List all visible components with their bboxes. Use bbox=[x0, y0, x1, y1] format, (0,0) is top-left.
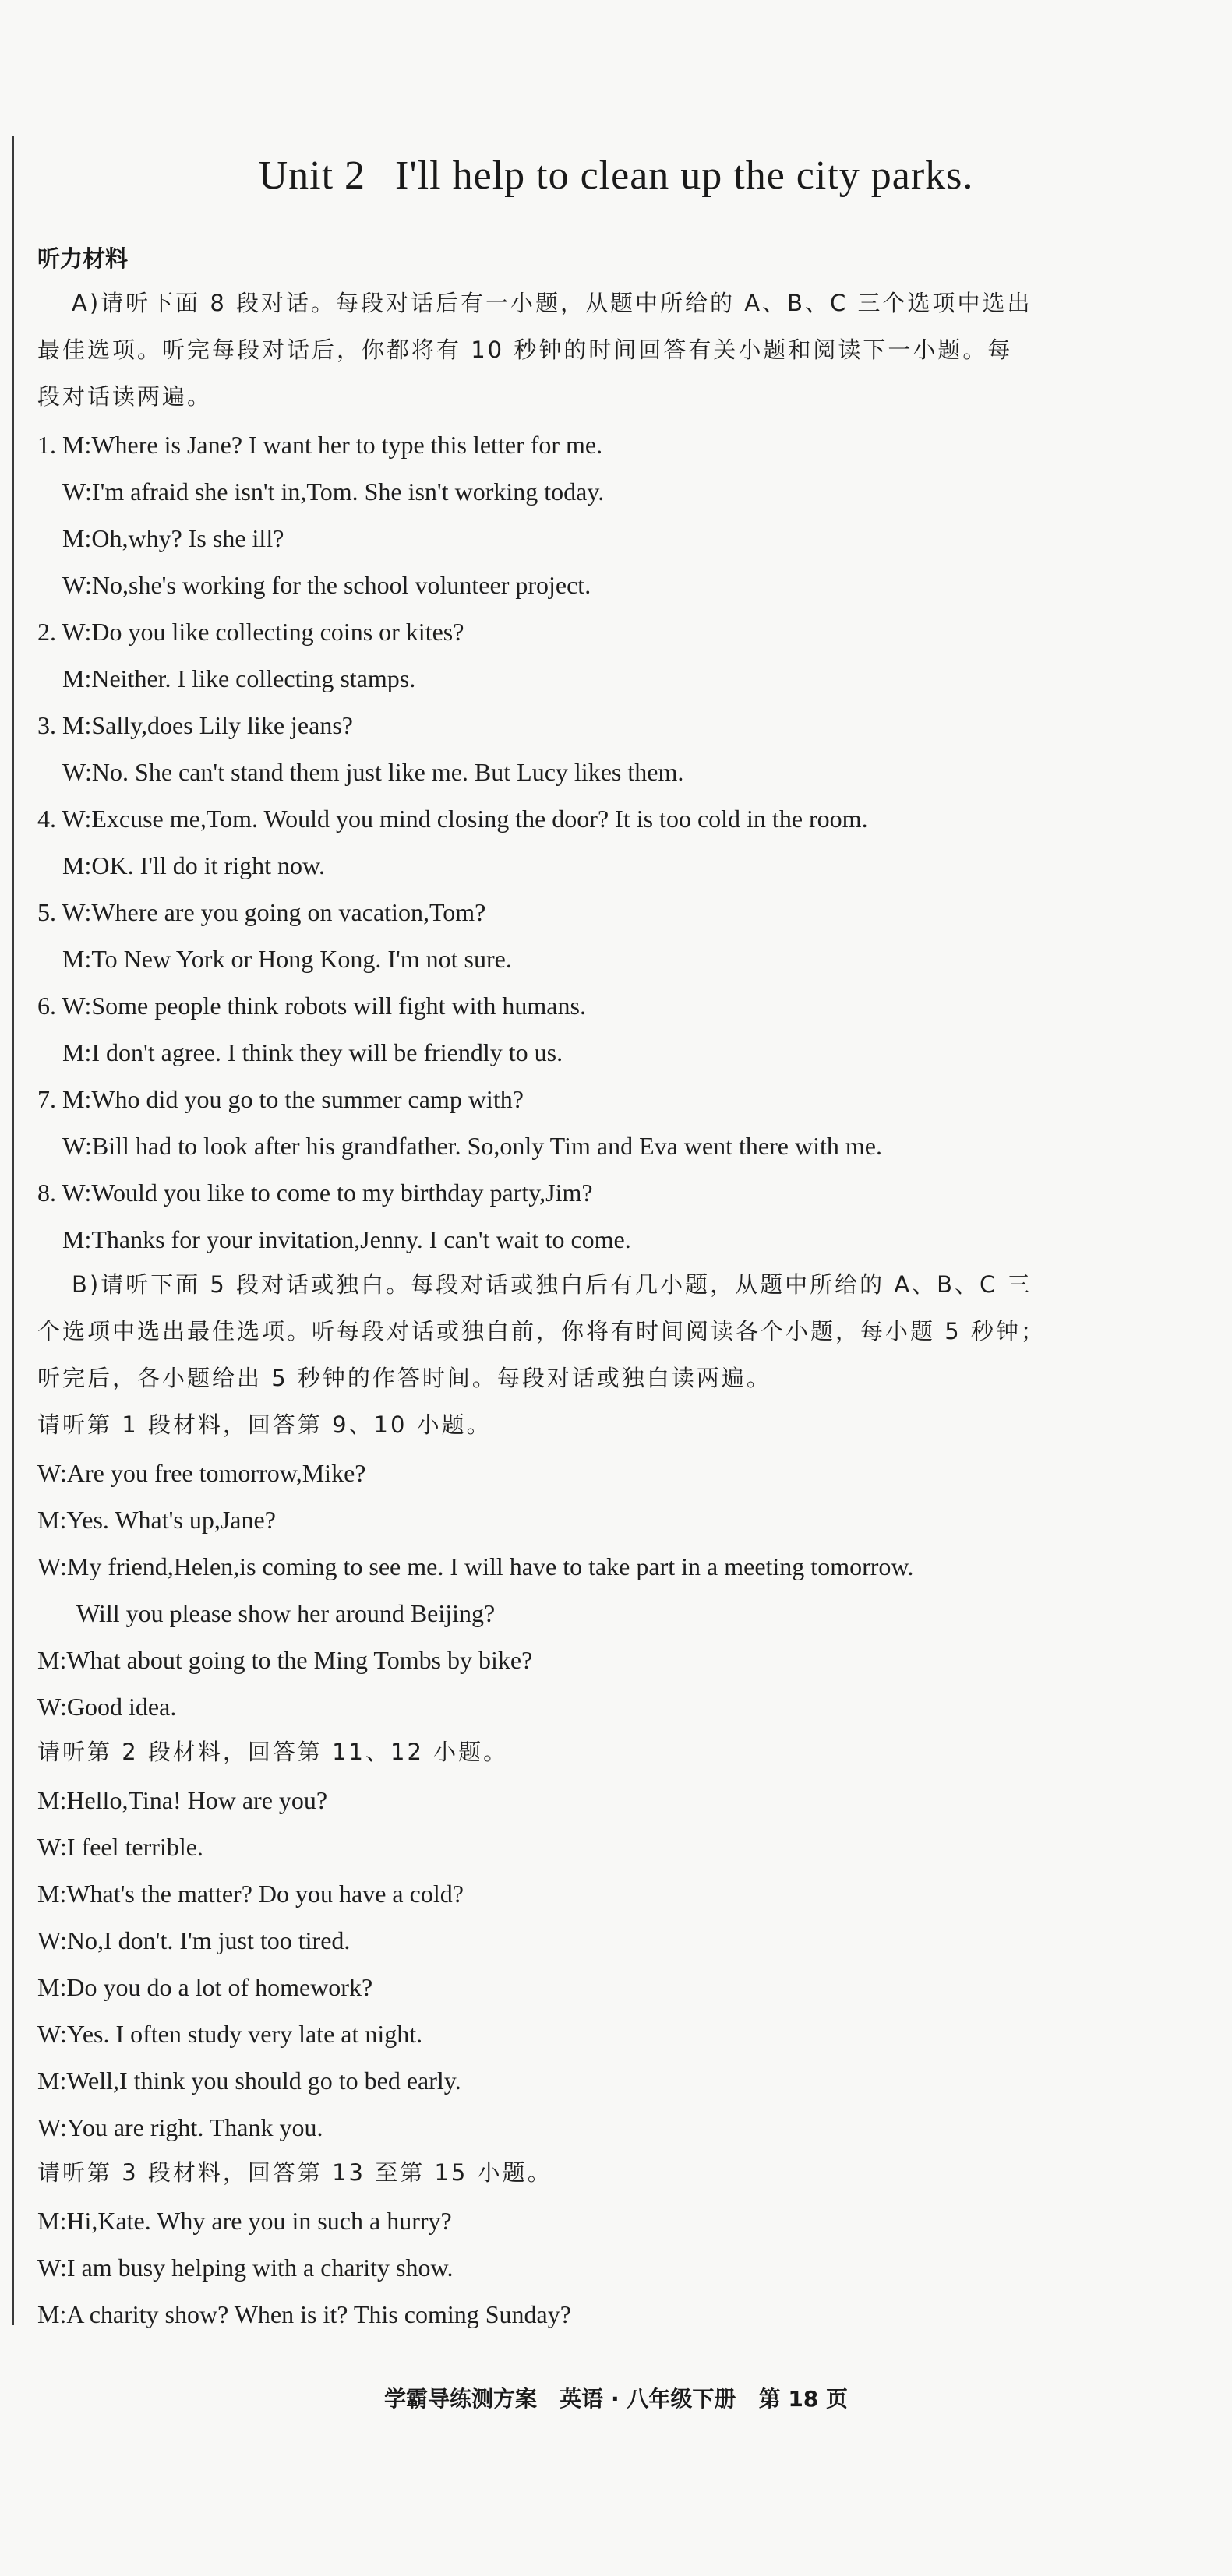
dialogue-line: W:I feel terrible. bbox=[37, 1833, 203, 1861]
dialogue-line: W:You are right. Thank you. bbox=[37, 2113, 323, 2141]
dialogue-line: M:Oh,why? Is she ill? bbox=[62, 524, 284, 552]
dialogue-line: M:Thanks for your invitation,Jenny. I can't wait to come. bbox=[62, 1225, 631, 1253]
passage-heading: 请听第 3 段材料，回答第 13 至第 15 小题。 bbox=[37, 2159, 552, 2186]
dialogue-line: M:To New York or Hong Kong. I'm not sure. bbox=[62, 945, 512, 973]
title-unit: Unit 2 bbox=[258, 153, 366, 198]
dialogue-line: 1. M:Where is Jane? I want her to type this letter for me. bbox=[37, 431, 603, 459]
dialogue-line: W:I'm afraid she isn't in,Tom. She isn't working today. bbox=[62, 477, 605, 506]
dialogue-line: M:What about going to the Ming Tombs by bike? bbox=[37, 1646, 533, 1674]
dialogue-line: 5. W:Where are you going on vacation,Tom? bbox=[37, 898, 486, 926]
dialogue-line: 8. W:Would you like to come to my birthday party,Jim? bbox=[37, 1179, 593, 1207]
dialogue-line: M:Yes. What's up,Jane? bbox=[37, 1506, 276, 1534]
dialogue-line: W:My friend,Helen,is coming to see me. I will have to take part in a meeting tomorrow. bbox=[37, 1552, 914, 1580]
dialogue-line: M:Do you do a lot of homework? bbox=[37, 1973, 373, 2001]
dialogue-line: W:Bill had to look after his grandfather. So,only Tim and Eva went there with me. bbox=[62, 1132, 882, 1160]
instruction-line: B)请听下面 5 段对话或独白。每段对话或独白后有几小题，从题中所给的 A、B、C 三 bbox=[72, 1271, 1033, 1298]
section-heading: 听力材料 bbox=[37, 245, 129, 272]
dialogue-line: 4. W:Excuse me,Tom. Would you mind closing the door? It is too cold in the room. bbox=[37, 805, 868, 833]
dialogue-line: M:Hi,Kate. Why are you in such a hurry? bbox=[37, 2207, 452, 2235]
page-footer: 学霸导练测方案 英语 · 八年级下册 第 18 页 bbox=[383, 2386, 849, 2412]
dialogue-line: M:Neither. I like collecting stamps. bbox=[62, 664, 416, 692]
instruction-line: A)请听下面 8 段对话。每段对话后有一小题，从题中所给的 A、B、C 三个选项中选出 bbox=[72, 290, 1033, 316]
dialogue-line: W:I am busy helping with a charity show. bbox=[37, 2254, 454, 2282]
dialogue-line: W:No,she's working for the school volunteer project. bbox=[62, 571, 591, 599]
passage-heading: 请听第 1 段材料，回答第 9、10 小题。 bbox=[37, 1411, 492, 1438]
dialogue-line: M:OK. I'll do it right now. bbox=[62, 851, 326, 879]
dialogue-line: M:Well,I think you should go to bed early. bbox=[37, 2067, 461, 2095]
margin-rule bbox=[12, 136, 14, 2325]
title-text: I'll help to clean up the city parks. bbox=[395, 153, 974, 198]
dialogue-line: 2. W:Do you like collecting coins or kites? bbox=[37, 618, 464, 646]
dialogue-line: M:A charity show? When is it? This coming Sunday? bbox=[37, 2300, 571, 2328]
dialogue-line: M:Hello,Tina! How are you? bbox=[37, 1786, 328, 1814]
instruction-line: 最佳选项。听完每段对话后，你都将有 10 秒钟的时间回答有关小题和阅读下一小题。每 bbox=[37, 337, 1013, 363]
dialogue-line: 7. M:Who did you go to the summer camp with? bbox=[37, 1085, 524, 1113]
passage-heading: 请听第 2 段材料，回答第 11、12 小题。 bbox=[37, 1739, 509, 1765]
instruction-line: 段对话读两遍。 bbox=[37, 383, 213, 410]
dialogue-line: Will you please show her around Beijing? bbox=[76, 1599, 496, 1627]
dialogue-line: M:What's the matter? Do you have a cold? bbox=[37, 1880, 464, 1908]
dialogue-line: 6. W:Some people think robots will fight with humans. bbox=[37, 992, 586, 1020]
dialogue-line: W:No. She can't stand them just like me. But Lucy likes them. bbox=[62, 758, 684, 786]
instruction-line: 听完后，各小题给出 5 秒钟的作答时间。每段对话或独白读两遍。 bbox=[37, 1365, 771, 1391]
dialogue-line: W:Yes. I often study very late at night. bbox=[37, 2020, 423, 2048]
dialogue-line: W:Good idea. bbox=[37, 1693, 177, 1721]
dialogue-line: W:No,I don't. I'm just too tired. bbox=[37, 1926, 351, 1954]
dialogue-line: M:I don't agree. I think they will be friendly to us. bbox=[62, 1038, 563, 1066]
dialogue-line: W:Are you free tomorrow,Mike? bbox=[37, 1459, 366, 1487]
dialogue-line: 3. M:Sally,does Lily like jeans? bbox=[37, 711, 353, 739]
instruction-line: 个选项中选出最佳选项。听每段对话或独白前，你将有时间阅读各个小题，每小题 5 秒钟； bbox=[37, 1318, 1046, 1344]
page-title bbox=[0, 153, 1232, 199]
